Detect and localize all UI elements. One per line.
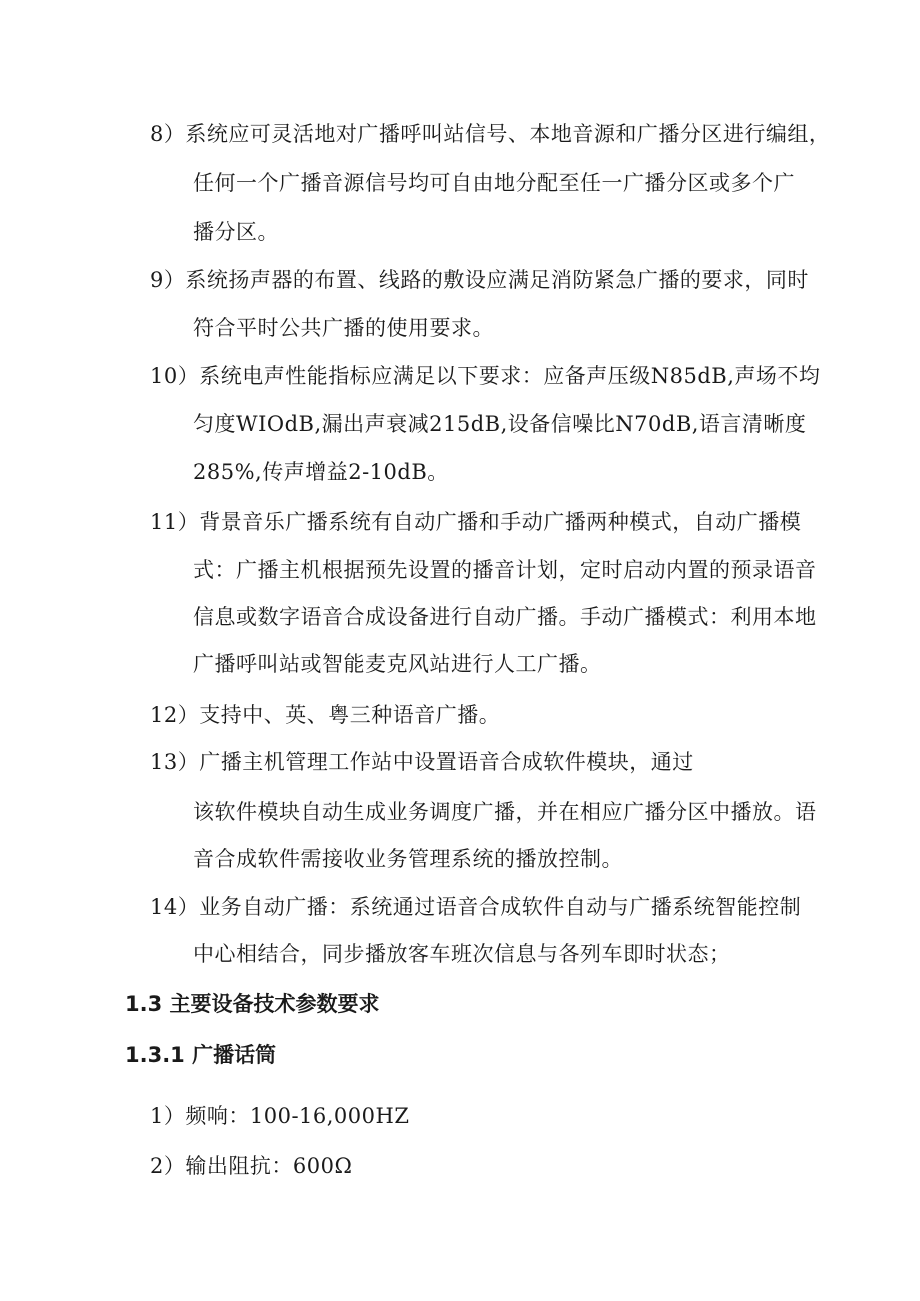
item-11-line-4: 广播呼叫站或智能麦克风站进行人工广播。 — [193, 652, 602, 676]
item-8-line-1: 8）系统应可灵活地对广播呼叫站信号、本地音源和广播分区进行编组， — [150, 122, 831, 146]
item-13-line-2: 该软件模块自动生成业务调度广播，并在相应广播分区中播放。语 — [193, 800, 817, 824]
item-9-line-2: 符合平时公共广播的使用要求。 — [193, 316, 494, 340]
item-13-line-1: 13）广播主机管理工作站中设置语音合成软件模块，通过 — [150, 750, 694, 774]
item-10-line-2: 匀度WIOdB,漏出声衰减215dB,设备信噪比N70dB,语言清晰度 — [193, 412, 807, 436]
item-8-line-2: 任何一个广播音源信号均可自由地分配至任一广播分区或多个广 — [193, 171, 795, 195]
spec-frequency-response: 1）频响：100-16,000HZ — [150, 1104, 410, 1128]
item-11-line-1: 11）背景音乐广播系统有自动广播和手动广播两种模式，自动广播模 — [150, 510, 802, 534]
item-11-line-2: 式：广播主机根据预先设置的播音计划，定时启动内置的预录语音 — [193, 558, 817, 582]
item-13-line-3: 音合成软件需接收业务管理系统的播放控制。 — [193, 847, 623, 871]
spec-output-impedance: 2）输出阻抗：600Ω — [150, 1154, 353, 1178]
item-10-line-1: 10）系统电声性能指标应满足以下要求：应备声压级N85dB,声场不均 — [150, 364, 821, 388]
item-14-line-2: 中心相结合，同步播放客车班次信息与各列车即时状态； — [193, 942, 731, 966]
item-14-line-1: 14）业务自动广播：系统通过语音合成软件自动与广播系统智能控制 — [150, 895, 802, 919]
item-9-line-1: 9）系统扬声器的布置、线路的敷设应满足消防紧急广播的要求，同时 — [150, 268, 809, 292]
item-11-line-3: 信息或数字语音合成设备进行自动广播。手动广播模式：利用本地 — [193, 605, 817, 629]
section-heading: 1.3 主要设备技术参数要求 — [125, 992, 380, 1016]
item-8-line-3: 播分区。 — [193, 220, 279, 244]
item-10-line-3: 285%,传声增益2-10dB。 — [193, 460, 449, 484]
item-12-line-1: 12）支持中、英、粤三种语音广播。 — [150, 703, 501, 727]
subsection-heading: 1.3.1 广播话筒 — [125, 1043, 277, 1067]
